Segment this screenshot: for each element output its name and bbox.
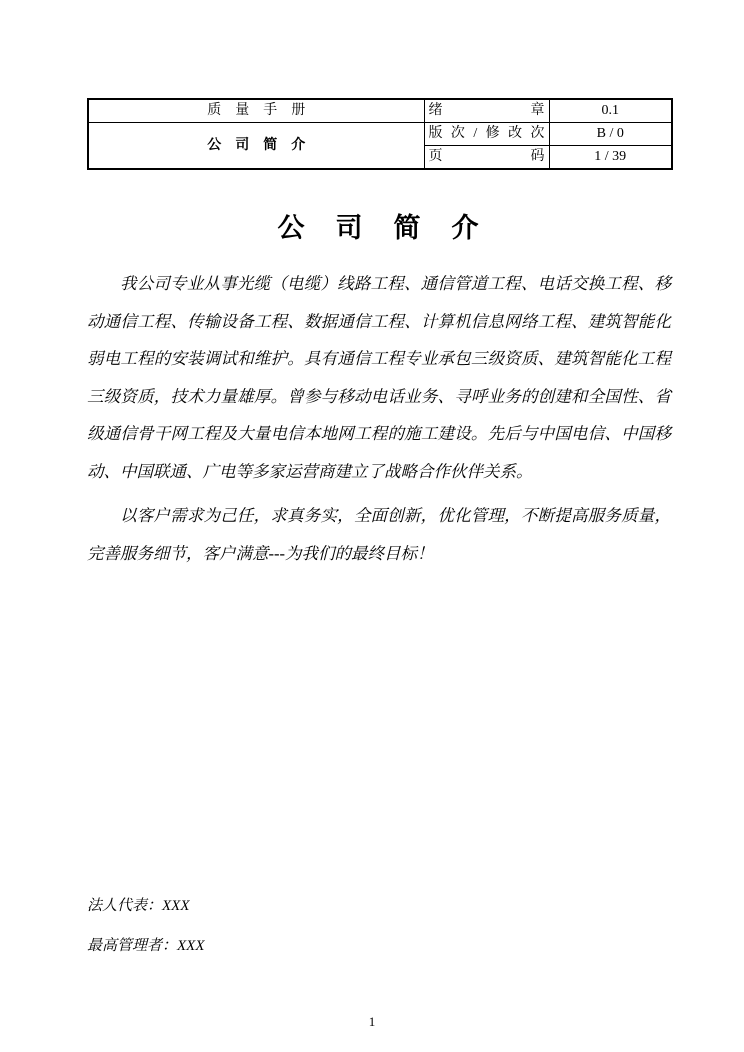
page-footer [0,1014,744,1030]
page-number: 1 [368,1014,376,1029]
chapter-value-cell: 0.1 [549,99,672,123]
mission-paragraph: 以客户需求为己任，求真务实，全面创新，优化管理，不断提高服务质量，完善服务细节，客户满意---为我们的最终目标！ [87,506,671,563]
version-label-cell: 版次/修改次 [424,123,549,146]
doc-title-cell: 公 司 简 介 [88,123,424,170]
top-manager-line: 最高管理者：XXX [87,938,205,954]
header-table [87,98,673,170]
chapter-label-cell: 绪章 [424,99,549,123]
header-row-2 [88,123,672,146]
manual-title-cell: 质 量 手 册 [88,99,424,123]
body-text [87,265,671,572]
page-value-cell: 1 / 39 [549,146,672,170]
header-row-1 [88,99,672,123]
signature-block [87,886,205,966]
page-label-cell: 页码 [424,146,549,170]
page-title: 公 司 简 介 [277,213,481,243]
legal-representative-line: 法人代表：XXX [87,898,190,914]
version-value-cell: B / 0 [549,123,672,146]
company-intro-paragraph: 我公司专业从事光缆（电缆）线路工程、通信管道工程、电话交换工程、移动通信工程、传输设备工程、数据通信工程、计算机信息网络工程、建筑智能化弱电工程的安装调试和维护。具有通信工程专业承包三级资质、建筑智能化工程三级资质，技术力量雄厚。曾参与移动电话业务、寻呼业务的创建和全国性、省级通信骨干网工程及大量电信本地网工程的施工建设。先后与中国电信、中国移动、中国联通、广电等多家运营商建立了战略合作伙伴关系。 [87,274,671,481]
